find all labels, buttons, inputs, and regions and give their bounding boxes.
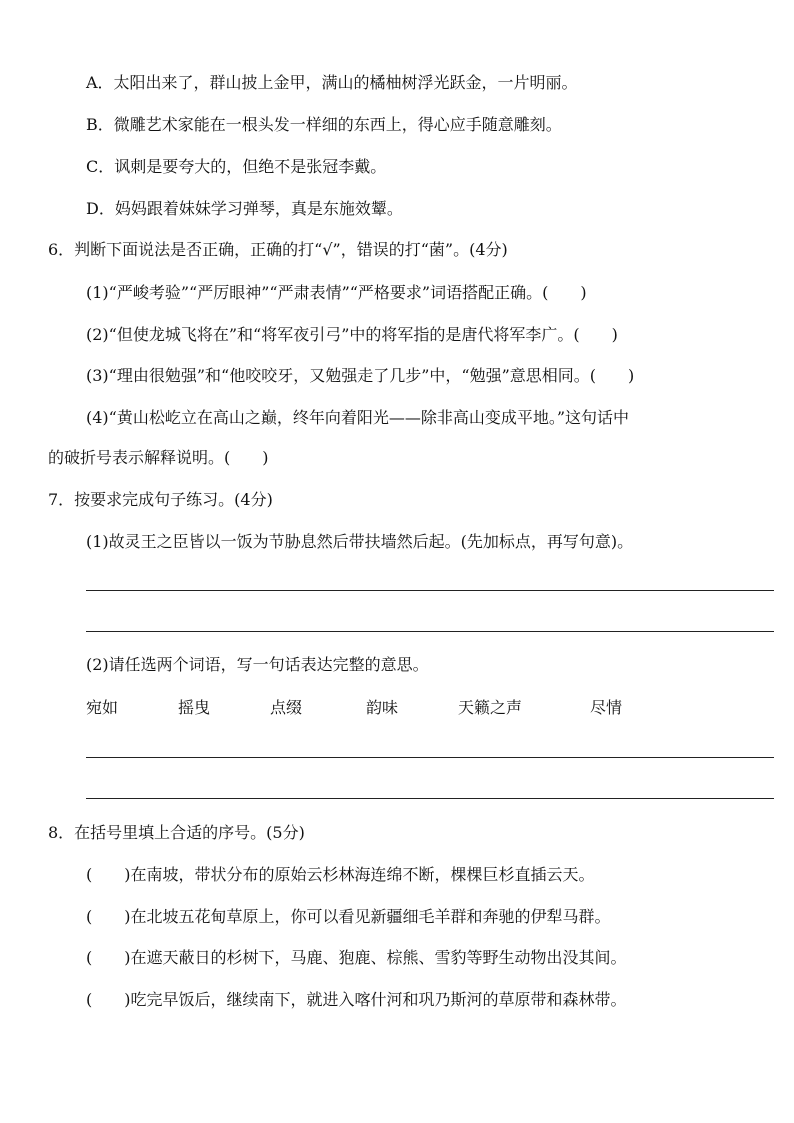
q5-option-c: C．讽刺是要夸大的，但绝不是张冠李戴。 xyxy=(86,157,387,176)
q8-item-2: ( )在北坡五花甸草原上，你可以看见新疆细毛羊群和奔驰的伊犁马群。 xyxy=(86,907,611,926)
q5-option-d: D．妈妈跟着妹妹学习弹琴，真是东施效颦。 xyxy=(86,199,403,218)
q6-item-4: (4)“黄山松屹立在高山之巅，终年向着阳光——除非高山变成平地。”这句话中 xyxy=(86,408,630,427)
word-option: 宛如 xyxy=(86,698,119,717)
answer-line[interactable] xyxy=(86,798,774,799)
q7-sub1: (1)故灵王之臣皆以一饭为节胁息然后带扶墙然后起。(先加标点，再写句意)。 xyxy=(86,532,634,551)
q6-item-2: (2)“但使龙城飞将在”和“将军夜引弓”中的将军指的是唐代将军李广。( ) xyxy=(86,325,618,344)
q6-title: 6．判断下面说法是否正确，正确的打“√”，错误的打“菌”。(4分) xyxy=(48,240,508,259)
q8-item-3: ( )在遮天蔽日的杉树下，马鹿、狍鹿、棕熊、雪豹等野生动物出没其间。 xyxy=(86,948,627,967)
word-option: 天籁之声 xyxy=(458,698,523,717)
word-option: 尽情 xyxy=(590,698,623,717)
q7-title: 7．按要求完成句子练习。(4分) xyxy=(48,490,273,509)
answer-line[interactable] xyxy=(86,757,774,758)
q5-option-a: A．太阳出来了，群山披上金甲，满山的橘柚树浮光跃金，一片明丽。 xyxy=(86,73,578,92)
q5-option-b: B．微雕艺术家能在一根头发一样细的东西上，得心应手随意雕刻。 xyxy=(86,115,562,134)
q6-item-1: (1)“严峻考验”“严厉眼神”“严肃表情”“严格要求”词语搭配正确。( ) xyxy=(86,283,587,302)
q6-item-4-cont: 的破折号表示解释说明。( ) xyxy=(48,448,269,467)
answer-line[interactable] xyxy=(86,631,774,632)
word-option: 点缀 xyxy=(270,698,303,717)
q8-item-1: ( )在南坡，带状分布的原始云杉林海连绵不断，棵棵巨杉直插云天。 xyxy=(86,865,595,884)
q8-title: 8．在括号里填上合适的序号。(5分) xyxy=(48,823,305,842)
q6-item-3: (3)“理由很勉强”和“他咬咬牙，又勉强走了几步”中，“勉强”意思相同。( ) xyxy=(86,366,635,385)
q8-item-4: ( )吃完早饭后，继续南下，就进入喀什河和巩乃斯河的草原带和森林带。 xyxy=(86,990,627,1009)
word-option: 韵味 xyxy=(366,698,399,717)
word-option: 摇曳 xyxy=(178,698,211,717)
answer-line[interactable] xyxy=(86,590,774,591)
q7-sub2: (2)请任选两个词语，写一句话表达完整的意思。 xyxy=(86,655,429,674)
